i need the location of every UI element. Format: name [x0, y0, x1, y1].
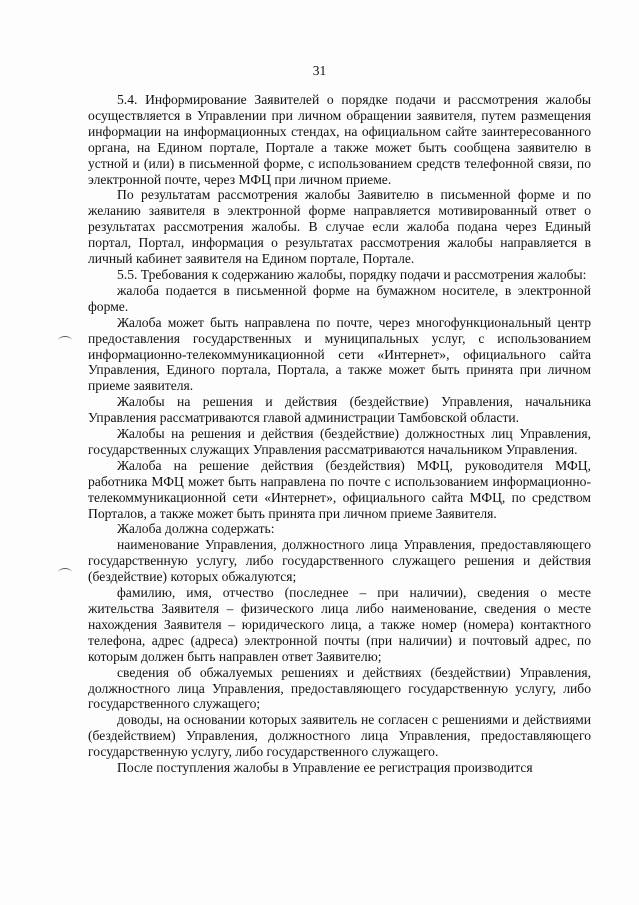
paragraph-item-arguments: доводы, на основании которых заявитель не согласен с решениями и действиями (бездействием) Управления, должностного лица Управления, предоставляющего государственную услугу, либо государственного служащего. — [88, 712, 591, 760]
paragraph-head-complaints: Жалобы на решения и действия (бездействие) Управления, начальника Управления рассматриваются главой администрации Тамбовской области. — [88, 394, 591, 426]
paragraph-results: По результатам рассмотрения жалобы Заявителю в письменной форме и по желанию заявителя в электронной форме направляется мотивированный ответ о результатах рассмотрения жалобы. В случае если жалоба подана через Единый портал, Портал, информация о результатах рассмотрения жалобы направляется в личный кабинет заявителя на Едином портале, Портале. — [88, 187, 591, 267]
paragraph-item-applicant: фамилию, имя, отчество (последнее – при наличии), сведения о месте жительства Заявителя – физического лица либо наименование, сведения о месте нахождения Заявителя – юридического лица, а также номер (номера) контактного телефона, адрес (адреса) электронной почты (при наличии) и почтовый адрес, по которым должен быть направлен ответ Заявителю; — [88, 585, 591, 664]
paragraph-item-name: наименование Управления, должностного лица Управления, предоставляющего государственную услугу, либо государственного служащего решения и действия (бездействие) которых обжалуются; — [88, 537, 591, 585]
paragraph-5-4: 5.4. Информирование Заявителей о порядке подачи и рассмотрения жалобы осуществляется в Управлении при личном обращении заявителя, путем размещения информации на информационных стендах, на официальном сайте заинтересованного органа, на Едином портале, Портале а также может быть сообщена заявителю в устной и (или) в письменной форме, с использованием средств телефонной связи, по электронной почте, через МФЦ при личном приеме. — [88, 92, 591, 187]
paragraph-form: жалоба подается в письменной форме на бумажном носителе, в электронной форме. — [88, 282, 591, 314]
paragraph-mfc-complaints: Жалоба на решение действия (бездействия) МФЦ, руководителя МФЦ, работника МФЦ может быть направлена по почте с использованием информационно-телекоммуникационной сети «Интернет», официального сайта МФЦ, по средством Порталов, а также может быть принята при личном приеме Заявителя. — [88, 457, 591, 521]
margin-mark — [58, 568, 72, 577]
paragraph-item-decisions: сведения об обжалуемых решениях и действиях (бездействии) Управления, должностного лица Управления, предоставляющего государственную услугу, либо государственного служащего; — [88, 664, 591, 712]
margin-mark — [58, 336, 72, 345]
paragraph-must-contain: Жалоба должна содержать: — [117, 521, 275, 537]
page-number: 31 — [312, 63, 327, 78]
paragraph-officials-complaints: Жалобы на решения и действия (бездействие) должностных лиц Управления, государственных служащих Управления рассматриваются начальником Управления. — [88, 426, 591, 457]
paragraph-delivery: Жалоба может быть направлена по почте, через многофункциональный центр предоставления государственных и муниципальных услуг, с использованием информационно-телекоммуникационной сети «Интернет», официального сайта Управления, Единого портала, Портала, а также может быть принята при личном приеме заявителя. — [88, 314, 591, 394]
paragraph-registration: После поступления жалобы в Управление ее регистрация производится — [117, 760, 533, 776]
paragraph-5-5: 5.5. Требования к содержанию жалобы, порядку подачи и рассмотрения жалобы: — [117, 266, 587, 282]
document-body — [88, 92, 591, 776]
